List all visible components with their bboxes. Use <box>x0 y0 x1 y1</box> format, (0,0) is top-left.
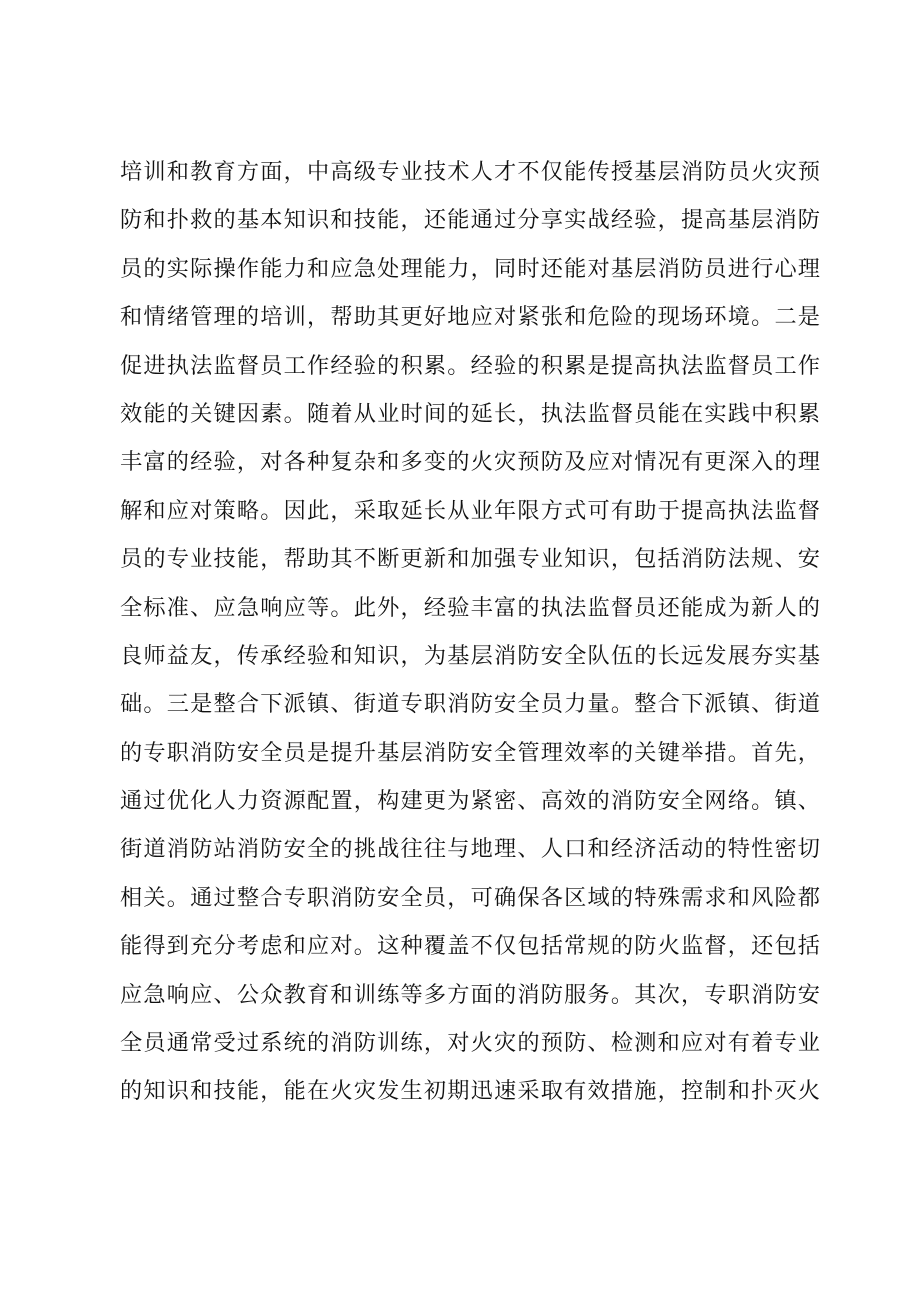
text-line: 良师益友，传承经验和知识，为基层消防安全队伍的长远发展夯实基 <box>120 642 820 669</box>
text-line: 全标准、应急响应等。此外，经验丰富的执法监督员还能成为新人的 <box>120 594 820 621</box>
text-line: 丰富的经验，对各种复杂和多变的火灾预防及应对情况有更深入的理 <box>120 449 820 476</box>
body-paragraph <box>120 148 820 1116</box>
text-line: 防和扑救的基本知识和技能，还能通过分享实战经验，提高基层消防 <box>120 207 820 234</box>
text-line: 应急响应、公众教育和训练等多方面的消防服务。其次，专职消防安 <box>120 981 820 1008</box>
text-line: 培训和教育方面，中高级专业技术人才不仅能传授基层消防员火灾预 <box>120 159 820 185</box>
text-line: 解和应对策略。因此，采取延长从业年限方式可有助于提高执法监督 <box>120 497 820 524</box>
text-line: 的专职消防安全员是提升基层消防安全管理效率的关键举措。首先， <box>120 739 820 766</box>
text-line: 全员通常受过系统的消防训练，对火灾的预防、检测和应对有着专业 <box>120 1030 820 1057</box>
text-line: 和情绪管理的培训，帮助其更好地应对紧张和危险的现场环境。二是 <box>120 304 820 331</box>
text-line: 员的实际操作能力和应急处理能力，同时还能对基层消防员进行心理 <box>120 255 820 282</box>
text-line: 能得到充分考虑和应对。这种覆盖不仅包括常规的防火监督，还包括 <box>120 933 820 960</box>
text-line: 的知识和技能，能在火灾发生初期迅速采取有效措施，控制和扑灭火 <box>120 1078 820 1105</box>
text-line: 员的专业技能，帮助其不断更新和加强专业知识，包括消防法规、安 <box>120 546 820 573</box>
text-line: 促进执法监督员工作经验的积累。经验的积累是提高执法监督员工作 <box>120 352 820 379</box>
text-line: 街道消防站消防安全的挑战往往与地理、人口和经济活动的特性密切 <box>120 836 820 863</box>
text-line: 相关。通过整合专职消防安全员，可确保各区域的特殊需求和风险都 <box>120 884 820 911</box>
text-line: 础。三是整合下派镇、街道专职消防安全员力量。整合下派镇、街道 <box>120 691 820 718</box>
text-line: 通过优化人力资源配置，构建更为紧密、高效的消防安全网络。镇、 <box>120 788 820 815</box>
text-line: 效能的关键因素。随着从业时间的延长，执法监督员能在实践中积累 <box>120 400 820 427</box>
